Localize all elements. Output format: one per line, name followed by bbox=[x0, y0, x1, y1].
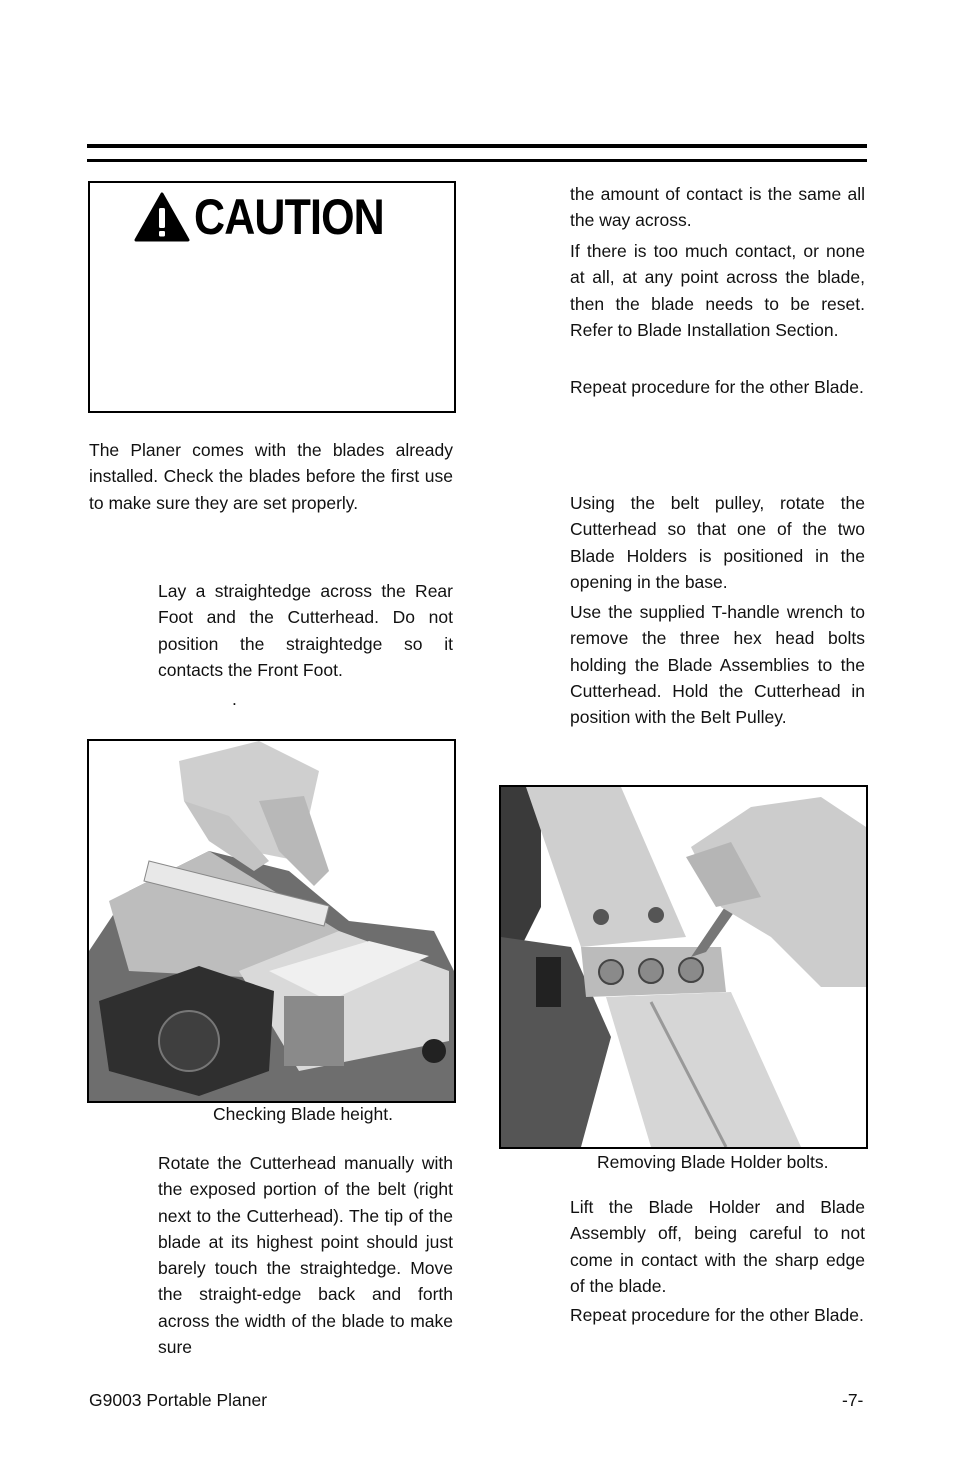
warning-triangle-icon bbox=[134, 192, 190, 242]
too-much-contact-paragraph: If there is too much contact, or none at all, at any point across the blade, then the blade needs to be reset. Refer to Blade Installation Section. bbox=[570, 241, 865, 340]
blade-holder-bolts-illustration bbox=[501, 787, 866, 1147]
figure-caption-right: Removing Blade Holder bolts. bbox=[597, 1152, 829, 1172]
belt-pulley-paragraph: Using the belt pulley, rotate the Cutterhead so that one of the two Blade Holders is positioned in the opening in the base. bbox=[570, 493, 865, 592]
removing-bolts-photo bbox=[499, 785, 868, 1149]
contact-continued: the amount of contact is the same all the way across. bbox=[570, 184, 865, 231]
footer-page-number: -7- bbox=[842, 1390, 864, 1410]
caution-label: CAUTION bbox=[194, 189, 384, 245]
header-rule-thin bbox=[87, 159, 867, 162]
figure-caption-left: Checking Blade height. bbox=[213, 1104, 393, 1124]
step-rotate-cutterhead: Rotate the Cutterhead manually with the exposed portion of the belt (right next to the Cutterhead). The tip of the blade at its highest point should just barely touch the straightedge. Move the straight-edge back and forth across the width of the blade to make sure bbox=[158, 1153, 453, 1358]
header-rule-thick bbox=[87, 144, 867, 148]
repeat-procedure-2: Repeat procedure for the other Blade. bbox=[570, 1305, 864, 1325]
step-straightedge: Lay a straightedge across the Rear Foot and the Cutterhead. Do not position the straightedge so it contacts the Front Foot. bbox=[158, 581, 453, 680]
stray-period: . bbox=[232, 689, 237, 709]
planer-straightedge-illustration bbox=[89, 741, 454, 1101]
caution-box bbox=[88, 181, 456, 413]
footer-model: G9003 Portable Planer bbox=[89, 1390, 268, 1410]
intro-paragraph: The Planer comes with the blades already installed. Check the blades before the first use to make sure they are set properly. bbox=[89, 440, 453, 513]
checking-blade-height-photo bbox=[87, 739, 456, 1103]
caution-heading bbox=[134, 189, 415, 245]
lift-blade-holder-paragraph: Lift the Blade Holder and Blade Assembly off, being careful to not come in contact with the sharp edge of the blade. bbox=[570, 1197, 865, 1296]
repeat-procedure-1: Repeat procedure for the other Blade. bbox=[570, 377, 864, 397]
t-handle-wrench-paragraph: Use the supplied T-handle wrench to remove the three hex head bolts holding the Blade Assemblies to the Cutterhead. Hold the Cutterhead in position with the Belt Pulley. bbox=[570, 602, 865, 728]
